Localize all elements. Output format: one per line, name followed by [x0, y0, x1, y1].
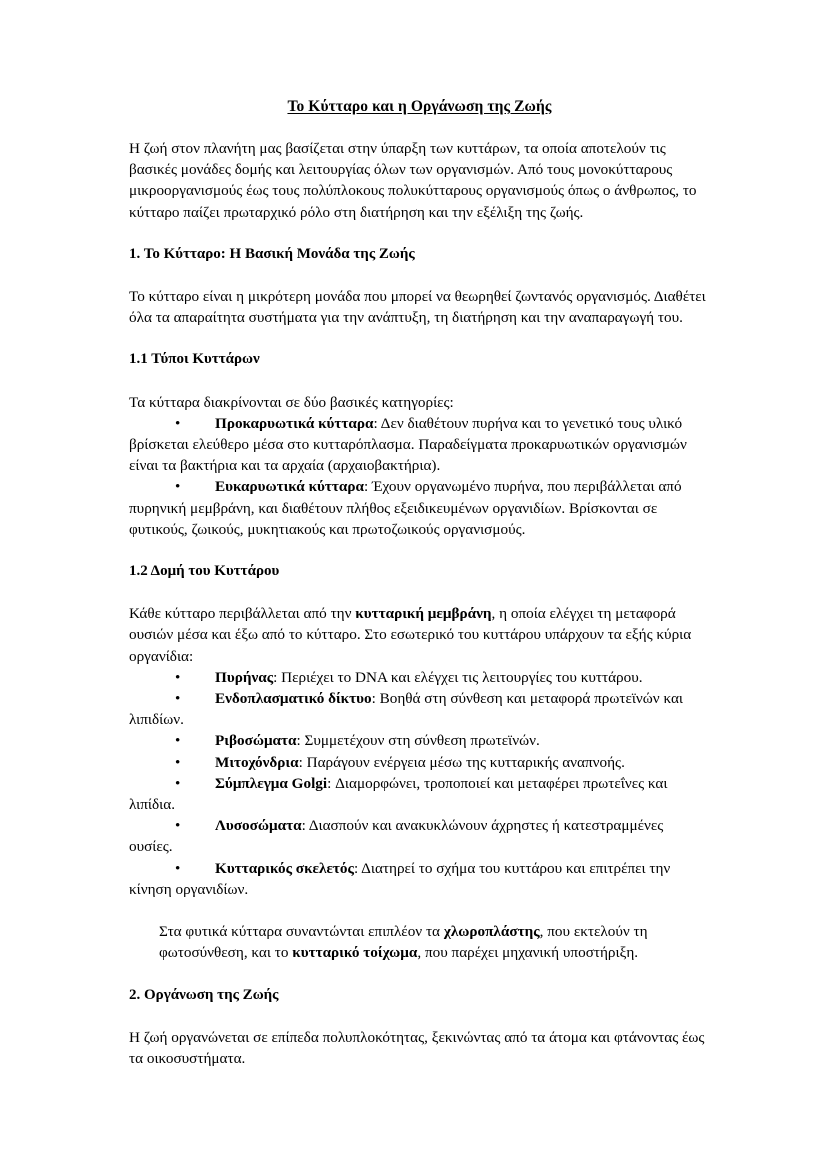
list-item: [129, 858, 710, 900]
list-item-term: Ευκαρυωτικά κύτταρα: [215, 478, 364, 496]
list-item-description: : Βοηθά στη σύνθεση και μεταφορά πρωτεϊνών και λιπιδίων.: [129, 690, 684, 729]
section-1-paragraph: Το κύτταρο είναι η μικρότερη μονάδα που μπορεί να θεωρηθεί ζωντανός οργανισμός. Διαθέτει όλα τα απαραίτητα συστήματα για την ανάπτυξη, τη διατήρηση και την αναπαραγωγή του.: [129, 288, 706, 327]
lead-in-emphasis: κυτταρική μεμβράνη: [355, 605, 492, 623]
plant-note-text-middle: , που εκτελούν τη φωτοσύνθεση, και το: [159, 923, 648, 962]
plant-note-text-after: , που παρέχει μηχανική υποστήριξη.: [417, 944, 639, 962]
list-item-term: Κυτταρικός σκελετός: [215, 859, 354, 877]
list-item: [129, 413, 710, 477]
list-item-description: : Δεν διαθέτουν πυρήνα και το γενετικό τους υλικό βρίσκεται ελεύθερο μέσα στο κυτταρόπλασμα. Παραδείγματα προκαρυωτικών οργανισμών είναι τα βακτήρια και τα αρχαία (αρχαιοβακτήρια).: [129, 414, 687, 475]
bullet-icon: •: [175, 668, 181, 686]
organelles-list: [129, 667, 710, 900]
heading-section-1-1: 1.1 Τύποι Κυττάρων: [129, 351, 260, 368]
cell-types-list: [129, 413, 710, 540]
section-1-1-lead-in: Τα κύτταρα διακρίνονται σε δύο βασικές κατηγορίες:: [129, 393, 454, 411]
list-item-term: Ενδοπλασματικό δίκτυο: [215, 690, 372, 708]
bullet-icon: •: [175, 753, 181, 771]
list-item-description: : Περιέχει το DNA και ελέγχει τις λειτουργίες του κυττάρου.: [273, 668, 643, 686]
list-item: [129, 730, 710, 751]
list-item-description: : Έχουν οργανωμένο πυρήνα, που περιβάλλεται από πυρηνική μεμβράνη, και διαθέτουν πλήθος εξειδικευμένων οργανιδίων. Βρίσκονται σε φυτικούς, ζωικούς, μυκητιακούς και πρωτοζωικούς οργανισμούς.: [129, 478, 682, 538]
bullet-icon: •: [175, 859, 181, 877]
list-item: [129, 815, 710, 857]
list-item-description: : Παράγουν ενέργεια μέσω της κυτταρικής αναπνοής.: [298, 753, 625, 771]
bullet-icon: •: [175, 732, 181, 750]
plant-note-emphasis-cell-wall: κυτταρικό τοίχωμα: [292, 944, 418, 962]
list-item-term: Σύμπλεγμα Golgi: [215, 774, 328, 792]
list-item: [129, 752, 710, 773]
list-item-term: Λυσοσώματα: [215, 817, 302, 835]
bullet-icon: •: [175, 690, 181, 708]
bullet-icon: •: [175, 817, 181, 835]
list-item-description: : Διατηρεί το σχήμα του κυττάρου και επιτρέπει την κίνηση οργανιδίων.: [129, 859, 671, 898]
list-item-description: : Συμμετέχουν στη σύνθεση πρωτεϊνών.: [296, 732, 540, 750]
plant-note-text-before: Στα φυτικά κύτταρα συναντώνται επιπλέον τα: [159, 923, 444, 941]
list-item-description: : Διαμορφώνει, τροποποιεί και μεταφέρει πρωτεΐνες και λιπίδια.: [129, 774, 668, 814]
heading-section-1-2: 1.2 Δομή του Κυττάρου: [129, 563, 280, 580]
bullet-icon: •: [175, 414, 181, 432]
list-item-term: Προκαρυωτικά κύτταρα: [215, 414, 374, 432]
heading-section-2: 2. Οργάνωση της Ζωής: [129, 986, 279, 1003]
heading-section-1: 1. Το Κύτταρο: Η Βασική Μονάδα της Ζωής: [129, 245, 415, 262]
section-2-paragraph: Η ζωή οργανώνεται σε επίπεδα πολυπλοκότητας, ξεκινώντας από τα άτομα και φτάνοντας έως τα οικοσυστήματα.: [129, 1028, 705, 1067]
lead-in-text-after: , η οποία ελέγχει τη μεταφορά ουσιών μέσα και έξω από το κύτταρο. Στο εσωτερικό του κυττάρου υπάρχουν τα εξής κύρια οργανίδια:: [129, 605, 692, 665]
list-item: [129, 688, 710, 730]
list-item-term: Ριβοσώματα: [215, 732, 297, 750]
plant-note-emphasis-chloroplast: χλωροπλάστης: [443, 923, 540, 941]
list-item: [129, 773, 710, 815]
lead-in-text-before: Κάθε κύτταρο περιβάλλεται από την: [129, 605, 356, 623]
plant-cell-note: [129, 921, 710, 963]
list-item-description: : Διασπούν και ανακυκλώνουν άχρηστες ή κατεστραμμένες ουσίες.: [129, 817, 664, 856]
intro-paragraph: Η ζωή στον πλανήτη μας βασίζεται στην ύπαρξη των κυττάρων, τα οποία αποτελούν τις βασικές μονάδες δομής και λειτουργίας όλων των οργανισμών. Από τους μονοκύτταρους μικροοργανισμούς έως τους πολύπλοκους πολυκύτταρους οργανισμούς όπως ο άνθρωπος, το κύτταρο παίζει πρωταρχικό ρόλο στη διατήρηση και την εξέλιξη της ζωής.: [129, 140, 697, 221]
section-1-2-lead-in: [129, 603, 710, 667]
page-title: Το Κύτταρο και η Οργάνωση της Ζωής: [287, 98, 552, 115]
list-item: [129, 667, 710, 688]
list-item: [129, 476, 710, 540]
list-item-term: Πυρήνας: [215, 668, 274, 686]
bullet-icon: •: [175, 774, 181, 792]
list-item-term: Μιτοχόνδρια: [215, 753, 299, 771]
bullet-icon: •: [175, 478, 181, 496]
